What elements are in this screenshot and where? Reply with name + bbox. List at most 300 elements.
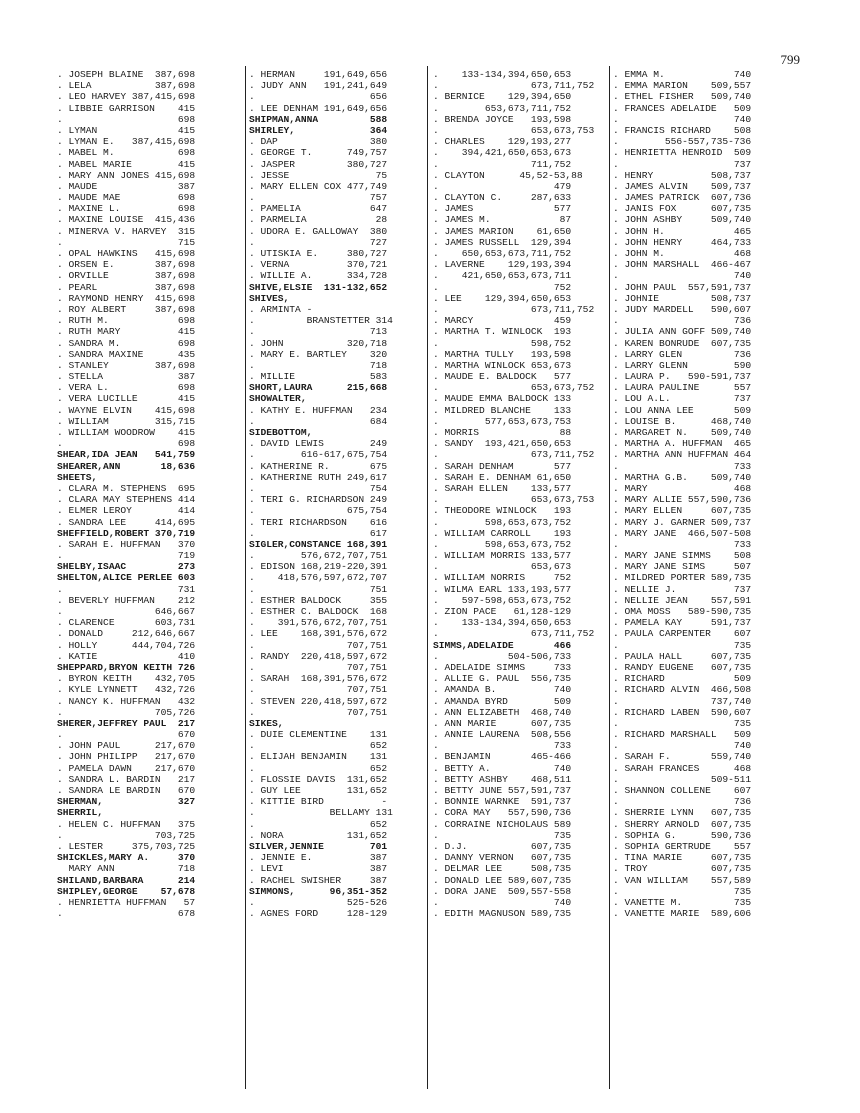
index-name-entry: . ESTHER C. BALDOCK 168 bbox=[249, 606, 388, 617]
index-name-entry: . SARAH ELLEN 133,577 bbox=[433, 482, 572, 494]
index-name-entry: . ELMER LEROY 414 bbox=[57, 505, 196, 517]
index-name-entry: . MILLIE 583 bbox=[249, 371, 388, 383]
index-name-entry: . RICHARD LABEN 590,607 bbox=[613, 706, 752, 718]
index-name-entry: . VAN WILLIAM 557,589 bbox=[613, 874, 752, 886]
index-name-entry: . STELLA 387 bbox=[57, 371, 196, 383]
index-name-entry: . LELA 387,698 bbox=[57, 80, 196, 92]
index-name-entry: . 740 bbox=[433, 896, 572, 908]
index-name-entry: . 504-506,733 bbox=[433, 650, 572, 662]
index-name-entry: . SHANNON COLLENE 607 bbox=[613, 785, 752, 796]
index-name-entry: . BEVERLY HUFFMAN 212 bbox=[57, 594, 196, 606]
index-name-entry: . MARGARET N. 509,740 bbox=[613, 427, 752, 438]
index-name-entry: . 576,672,707,751 bbox=[249, 550, 388, 562]
index-name-entry: . KITTIE BIRD - bbox=[249, 796, 388, 808]
index-name-entry: . 735 bbox=[433, 829, 572, 841]
index-name-entry: . LEVI 387 bbox=[249, 863, 388, 875]
index-name-entry: . JOHN PAUL 557,591,737 bbox=[613, 281, 752, 293]
index-name-entry: . ANN ELIZABETH 468,740 bbox=[433, 706, 572, 718]
index-name-entry: . SARAH F. 559,740 bbox=[613, 751, 752, 763]
index-name-entry: . LEE 129,394,650,653 bbox=[433, 292, 572, 304]
index-name-entry: . CLARA MAY STEPHENS 414 bbox=[57, 494, 196, 506]
index-name-entry: . LARRY GLEN 736 bbox=[613, 348, 752, 360]
index-name-entry: . GUY LEE 131,652 bbox=[249, 785, 388, 796]
index-name-entry: . 736 bbox=[613, 796, 752, 808]
index-name-entry: . HENRY 508,737 bbox=[613, 169, 752, 181]
index-name-entry: . WAYNE ELVIN 415,698 bbox=[57, 404, 196, 416]
index-name-entry: . SARAH FRANCES 468 bbox=[613, 762, 752, 774]
index-name-entry: . NELLIE J. 737 bbox=[613, 583, 752, 595]
index-name-entry: . 656 bbox=[249, 91, 388, 103]
index-name-entry: . 735 bbox=[613, 639, 752, 651]
index-name-entry: . CLAYTON 45,52-53,88 bbox=[433, 169, 583, 181]
index-name-entry: . JAMES PATRICK 607,736 bbox=[613, 192, 752, 204]
index-name-entry: . 684 bbox=[249, 415, 388, 427]
index-name-entry: . 652 bbox=[249, 818, 388, 830]
index-name-entry: . 731 bbox=[57, 583, 196, 595]
index-name-entry: . 737,740 bbox=[613, 695, 752, 707]
index-name-entry: . ANNIE LAURENA 508,556 bbox=[433, 729, 572, 741]
index-name-entry: . JAMES ALVIN 509,737 bbox=[613, 180, 752, 192]
index-name-entry: . WILMA EARL 133,193,577 bbox=[433, 583, 572, 595]
index-name-entry: . SANDRA L. BARDIN 217 bbox=[57, 773, 196, 785]
index-name-entry: . EDISON 168,219-220,391 bbox=[249, 561, 388, 573]
index-name-entry: . CLAYTON C. 287,633 bbox=[433, 192, 572, 204]
index-name-entry: . KYLE LYNNETT 432,726 bbox=[57, 684, 196, 696]
index-name-entry: . MORRIS 88 bbox=[433, 427, 572, 438]
index-name-entry: . 653,673 bbox=[433, 561, 572, 573]
index-name-entry: . SANDY 193,421,650,653 bbox=[433, 438, 572, 450]
index-name-entry: . PAULA CARPENTER 607 bbox=[613, 628, 752, 640]
index-name-entry: . SOPHIA G. 590,736 bbox=[613, 829, 752, 841]
index-name-entry: . JAMES RUSSELL 129,394 bbox=[433, 236, 572, 248]
index-name-entry: . MAXINE LOUISE 415,436 bbox=[57, 214, 196, 226]
index-surname-entry: SHILAND,BARBARA 214 bbox=[57, 874, 196, 886]
index-name-entry: . MARY JANE SIMMS 508 bbox=[613, 550, 752, 562]
index-surname-entry: SHERER,JEFFREY PAUL 217 bbox=[57, 717, 196, 729]
index-name-entry: . 752 bbox=[433, 281, 572, 293]
index-name-entry: . OPAL HAWKINS 415,698 bbox=[57, 248, 196, 259]
index-surname-entry: SHIVES, bbox=[249, 292, 290, 304]
index-name-entry: . GEORGE T. 749,757 bbox=[249, 147, 388, 159]
index-surname-entry: SHIPLEY,GEORGE 57,678 bbox=[57, 885, 196, 897]
index-name-entry: . MAUDE 387 bbox=[57, 180, 196, 192]
index-name-entry: . RUTH M. 698 bbox=[57, 315, 196, 327]
index-name-entry: . MARY JANE 466,507-508 bbox=[613, 527, 752, 539]
index-name-entry: . 598,653,673,752 bbox=[433, 516, 572, 528]
index-name-entry: . MARY J. GARNER 509,737 bbox=[613, 516, 752, 528]
index-name-entry: . 678 bbox=[57, 908, 196, 920]
index-name-entry: . 421,650,653,673,711 bbox=[433, 270, 572, 282]
index-name-entry: . 673,711,752 bbox=[433, 303, 595, 315]
index-name-entry: . JAMES M. 87 bbox=[433, 214, 572, 226]
index-name-entry: . HOLLY 444,704,726 bbox=[57, 639, 196, 651]
index-column-4 bbox=[613, 69, 791, 919]
index-name-entry: . 711,752 bbox=[433, 158, 572, 170]
index-name-entry: . 394,421,650,653,673 bbox=[433, 147, 572, 159]
column-divider bbox=[427, 66, 428, 1089]
index-name-entry: . JOHN M. 468 bbox=[613, 248, 752, 259]
index-name-entry: . 713 bbox=[249, 326, 388, 338]
index-name-entry: . CHARLES 129,193,277 bbox=[433, 136, 572, 148]
index-name-entry: . LAURA PAULINE 557 bbox=[613, 382, 752, 394]
index-surname-entry: SHOWALTER, bbox=[249, 393, 307, 405]
index-name-entry: . SANDRA LEE 414,695 bbox=[57, 516, 196, 528]
index-name-entry: . BERNICE 129,394,650 bbox=[433, 91, 572, 103]
index-name-entry: . MAXINE L. 698 bbox=[57, 203, 196, 215]
index-name-entry: . BRANSTETTER 314 bbox=[249, 315, 393, 327]
index-name-entry: . EMMA M. 740 bbox=[613, 69, 752, 80]
index-name-entry: . 418,576,597,672,707 bbox=[249, 572, 388, 584]
index-name-entry: . 707,751 bbox=[249, 639, 388, 651]
index-name-entry: . JANIS FOX 607,735 bbox=[613, 203, 752, 215]
index-name-entry: . WILLIE A. 334,728 bbox=[249, 270, 388, 282]
index-name-entry: . 509-511 bbox=[613, 773, 752, 785]
index-name-entry: . FLOSSIE DAVIS 131,652 bbox=[249, 773, 388, 785]
index-name-entry: . 733 bbox=[613, 460, 752, 472]
index-name-entry: . WILLIAM 315,715 bbox=[57, 415, 196, 427]
index-surname-entry: SIGLER,CONSTANCE 168,391 bbox=[249, 538, 388, 550]
index-name-entry: . 653,673,753 bbox=[433, 494, 595, 506]
index-name-entry: . HENRIETTA HUFFMAN 57 bbox=[57, 896, 196, 908]
index-surname-entry: SHICKLES,MARY A. 370 bbox=[57, 852, 196, 864]
index-name-entry: . 653,673,752 bbox=[433, 382, 595, 394]
index-surname-entry: SHEETS, bbox=[57, 471, 98, 483]
index-name-entry: . 673,711,752 bbox=[433, 628, 595, 640]
index-name-entry: . 617 bbox=[249, 527, 388, 539]
index-name-entry: . SARAH DENHAM 577 bbox=[433, 460, 572, 472]
index-name-entry: . DONALD 212,646,667 bbox=[57, 628, 196, 640]
index-name-entry: . LARRY GLENN 590 bbox=[613, 359, 752, 371]
index-name-entry: . NELLIE JEAN 557,591 bbox=[613, 594, 752, 606]
index-name-entry: . SANDRA M. 698 bbox=[57, 337, 196, 349]
index-name-entry: . SHERRIE LYNN 607,735 bbox=[613, 807, 752, 819]
index-name-entry: . AMANDA B. 740 bbox=[433, 684, 572, 696]
index-name-entry: . 736 bbox=[613, 315, 752, 327]
index-name-entry: . 727 bbox=[249, 236, 388, 248]
index-name-entry: . EDITH MAGNUSON 589,735 bbox=[433, 908, 572, 920]
index-name-entry: . ORSEN E. 387,698 bbox=[57, 259, 196, 271]
index-name-entry: . 670 bbox=[57, 729, 196, 741]
index-name-entry: . 703,725 bbox=[57, 829, 196, 841]
index-name-entry: . LOUISE B. 468,740 bbox=[613, 415, 752, 427]
index-name-entry: . 673,711,752 bbox=[433, 449, 595, 461]
index-name-entry: . VERA L. 698 bbox=[57, 382, 196, 394]
index-name-entry: . ALLIE G. PAUL 556,735 bbox=[433, 673, 572, 685]
index-name-entry: . LAVERNE 129,193,394 bbox=[433, 259, 572, 271]
index-name-entry: . STEVEN 220,418,597,672 bbox=[249, 695, 388, 707]
index-name-entry: . LESTER 375,703,725 bbox=[57, 840, 196, 852]
index-name-entry: . JAMES 577 bbox=[433, 203, 572, 215]
index-name-entry: . LIBBIE GARRISON 415 bbox=[57, 102, 196, 114]
index-name-entry: . 735 bbox=[613, 717, 752, 729]
index-name-entry: . SARAH E. DENHAM 61,650 bbox=[433, 471, 572, 483]
index-name-entry: . WILLIAM MORRIS 133,577 bbox=[433, 550, 572, 562]
index-name-entry: . 673,711,752 bbox=[433, 80, 595, 92]
index-name-entry: . MARY JANE SIMS 507 bbox=[613, 561, 752, 573]
index-name-entry: . 653,673,711,752 bbox=[433, 102, 572, 114]
index-name-entry: . 133-134,394,650,653 bbox=[433, 617, 572, 629]
index-name-entry: . VERNA 370,721 bbox=[249, 259, 388, 271]
index-name-entry: . UDORA E. GALLOWAY 380 bbox=[249, 225, 388, 237]
index-name-entry: . JASPER 380,727 bbox=[249, 158, 388, 170]
index-name-entry: . TERI RICHARDSON 616 bbox=[249, 516, 388, 528]
index-name-entry: . WILLIAM WOODROW 415 bbox=[57, 427, 196, 438]
index-name-entry: . STANLEY 387,698 bbox=[57, 359, 196, 371]
index-surname-entry: SHIRLEY, 364 bbox=[249, 124, 388, 136]
index-name-entry: . 733 bbox=[613, 538, 752, 550]
index-name-entry: . KATHY E. HUFFMAN 234 bbox=[249, 404, 388, 416]
index-name-entry: . PEARL 387,698 bbox=[57, 281, 196, 293]
index-name-entry: . LYMAN 415 bbox=[57, 124, 196, 136]
index-name-entry: . JAMES MARION 61,650 bbox=[433, 225, 572, 237]
index-name-entry: . MARCY 459 bbox=[433, 315, 572, 327]
index-name-entry: . 740 bbox=[613, 740, 752, 752]
index-name-entry: . JENNIE E. 387 bbox=[249, 852, 388, 864]
index-name-entry: . ADELAIDE SIMMS 733 bbox=[433, 661, 572, 673]
index-name-entry: . 646,667 bbox=[57, 606, 196, 617]
index-surname-entry: SHIPMAN,ANNA 588 bbox=[249, 113, 388, 125]
index-name-entry: . LOU A.L. 737 bbox=[613, 393, 752, 405]
index-name-entry: . WILLIAM CARROLL 193 bbox=[433, 527, 572, 539]
index-name-entry: . JOHN MARSHALL 466-467 bbox=[613, 259, 752, 271]
index-name-entry: . BENJAMIN 465-466 bbox=[433, 751, 572, 763]
index-name-entry: . HERMAN 191,649,656 bbox=[249, 69, 388, 80]
index-name-entry: . D.J. 607,735 bbox=[433, 840, 572, 852]
index-name-entry: . ESTHER BALDOCK 355 bbox=[249, 594, 388, 606]
index-name-entry: . 598,653,673,752 bbox=[433, 538, 572, 550]
index-name-entry: . JOHN H. 465 bbox=[613, 225, 752, 237]
index-name-entry: . AGNES FORD 128-129 bbox=[249, 908, 388, 920]
index-name-entry: . BONNIE WARNKE 591,737 bbox=[433, 796, 572, 808]
index-name-entry: . 650,653,673,711,752 bbox=[433, 248, 572, 259]
index-name-entry: . OMA MOSS 589-590,735 bbox=[613, 606, 752, 617]
index-name-entry: . 698 bbox=[57, 438, 196, 450]
index-name-entry: . MAUDE MAE 698 bbox=[57, 192, 196, 204]
index-name-entry: . 675,754 bbox=[249, 505, 388, 517]
index-name-entry: . 391,576,672,707,751 bbox=[249, 617, 388, 629]
index-name-entry: . ARMINTA - bbox=[249, 303, 313, 315]
index-surname-entry: SILVER,JENNIE 701 bbox=[249, 840, 388, 852]
index-name-entry: . TINA MARIE 607,735 bbox=[613, 852, 752, 864]
index-name-entry: . HENRIETTA HENROID 509 bbox=[613, 147, 752, 159]
index-name-entry: . VANETTE MARIE 589,606 bbox=[613, 908, 752, 920]
index-name-entry: . DAP 380 bbox=[249, 136, 388, 148]
index-name-entry: . RICHARD MARSHALL 509 bbox=[613, 729, 752, 741]
index-name-entry: . RUTH MARY 415 bbox=[57, 326, 196, 338]
index-name-entry: . LEE DENHAM 191,649,656 bbox=[249, 102, 388, 114]
index-name-entry: . 652 bbox=[249, 762, 388, 774]
index-name-entry: . MARY ANN JONES 415,698 bbox=[57, 169, 196, 181]
index-name-entry: . 757 bbox=[249, 192, 388, 204]
index-name-entry: . NORA 131,652 bbox=[249, 829, 388, 841]
index-name-entry: . ELIJAH BENJAMIN 131 bbox=[249, 751, 388, 763]
index-name-entry: . SHERRY ARNOLD 607,735 bbox=[613, 818, 752, 830]
index-name-entry: . TERI G. RICHARDSON 249 bbox=[249, 494, 388, 506]
index-name-entry: . MARY 468 bbox=[613, 482, 752, 494]
index-name-entry: . BETTY ASHBY 468,511 bbox=[433, 773, 572, 785]
index-name-entry: . PARMELIA 28 bbox=[249, 214, 388, 226]
index-name-entry: . DELMAR LEE 508,735 bbox=[433, 863, 572, 875]
index-name-entry: . SARAH 168,391,576,672 bbox=[249, 673, 388, 685]
index-name-entry: . MAUDE E. BALDOCK 577 bbox=[433, 371, 572, 383]
index-name-entry: . 598,752 bbox=[433, 337, 572, 349]
index-name-entry: . MARTHA ANN HUFFMAN 464 bbox=[613, 449, 752, 461]
index-name-entry: . 133-134,394,650,653 bbox=[433, 69, 572, 80]
index-name-entry: . MARTHA A. HUFFMAN 465 bbox=[613, 438, 752, 450]
index-name-entry: . VANETTE M. 735 bbox=[613, 896, 752, 908]
index-name-entry: . RICHARD 509 bbox=[613, 673, 752, 685]
index-name-entry: . UTISKIA E. 380,727 bbox=[249, 248, 388, 259]
index-name-entry: . VERA LUCILLE 415 bbox=[57, 393, 196, 405]
index-name-entry: . MARTHA WINLOCK 653,673 bbox=[433, 359, 572, 371]
index-name-entry: . NANCY K. HUFFMAN 432 bbox=[57, 695, 196, 707]
index-surname-entry: SIMMS,ADELAIDE 466 bbox=[433, 639, 572, 651]
index-column-1 bbox=[57, 69, 235, 919]
index-name-entry: . 705,726 bbox=[57, 706, 196, 718]
index-name-entry: . MARY ELLEN COX 477,749 bbox=[249, 180, 388, 192]
index-name-entry: . JOHN ASHBY 509,740 bbox=[613, 214, 752, 226]
index-name-entry: . JUDY ANN 191,241,649 bbox=[249, 80, 388, 92]
index-name-entry: . PAMELA KAY 591,737 bbox=[613, 617, 752, 629]
index-name-entry: . 616-617,675,754 bbox=[249, 449, 388, 461]
index-name-entry: . MARY E. BARTLEY 320 bbox=[249, 348, 388, 360]
index-surname-entry: SHELBY,ISAAC 273 bbox=[57, 561, 196, 573]
index-name-entry: . 740 bbox=[613, 270, 752, 282]
index-surname-entry: SIMMONS, 96,351-352 bbox=[249, 885, 388, 897]
index-name-entry: . CORA MAY 557,590,736 bbox=[433, 807, 572, 819]
index-name-entry: . MILDRED BLANCHE 133 bbox=[433, 404, 572, 416]
index-name-entry: . JOHN HENRY 464,733 bbox=[613, 236, 752, 248]
page-number: 799 bbox=[780, 52, 800, 67]
index-name-entry: . FRANCES ADELAIDE 509 bbox=[613, 102, 752, 114]
index-name-entry: . JOHN 320,718 bbox=[249, 337, 388, 349]
index-surname-entry: SHIVE,ELSIE 131-132,652 bbox=[249, 281, 388, 293]
index-name-entry: . SOPHIA GERTRUDE 557 bbox=[613, 840, 752, 852]
index-name-entry: . 597-598,653,673,752 bbox=[433, 594, 572, 606]
index-name-entry: . DANNY VERNON 607,735 bbox=[433, 852, 572, 864]
index-name-entry: . EMMA MARION 509,557 bbox=[613, 80, 752, 92]
index-name-entry: . JOSEPH BLAINE 387,698 bbox=[57, 69, 196, 80]
index-name-entry: . ROY ALBERT 387,698 bbox=[57, 303, 196, 315]
index-surname-entry: SHEAR,IDA JEAN 541,759 bbox=[57, 449, 196, 461]
index-name-entry: . 525-526 bbox=[249, 896, 388, 908]
index-name-entry: . 577,653,673,753 bbox=[433, 415, 572, 427]
index-name-entry: . 556-557,735-736 bbox=[613, 136, 752, 148]
index-name-entry: . 652 bbox=[249, 740, 388, 752]
index-name-entry: . CLARENCE 603,731 bbox=[57, 617, 196, 629]
index-name-entry: . 707,751 bbox=[249, 706, 388, 718]
index-surname-entry: SHORT,LAURA 215,668 bbox=[249, 382, 388, 394]
index-name-entry: . 479 bbox=[433, 180, 572, 192]
index-name-entry: . JOHN PAUL 217,670 bbox=[57, 740, 196, 752]
index-name-entry: . 707,751 bbox=[249, 661, 388, 673]
index-name-entry: . HELEN C. HUFFMAN 375 bbox=[57, 818, 196, 830]
index-name-entry: . LAURA P. 590-591,737 bbox=[613, 371, 752, 383]
index-name-entry: . WILLIAM NORRIS 752 bbox=[433, 572, 572, 584]
index-name-entry: . 715 bbox=[57, 236, 196, 248]
index-name-entry: . LEO HARVEY 387,415,698 bbox=[57, 91, 196, 103]
index-name-entry: . 707,751 bbox=[249, 684, 388, 696]
index-name-entry: . BETTY JUNE 557,591,737 bbox=[433, 785, 572, 796]
index-name-entry: . SANDRA LE BARDIN 670 bbox=[57, 785, 196, 796]
index-name-entry: . PAMELA DAWN 217,670 bbox=[57, 762, 196, 774]
index-name-entry: . JOHN PHILIPP 217,670 bbox=[57, 751, 196, 763]
index-name-entry: . RANDY EUGENE 607,735 bbox=[613, 661, 752, 673]
index-name-entry: . BYRON KEITH 432,705 bbox=[57, 673, 196, 685]
index-name-entry: . JULIA ANN GOFF 509,740 bbox=[613, 326, 752, 338]
index-name-entry: . LEE 168,391,576,672 bbox=[249, 628, 388, 640]
index-name-entry: . JESSE 75 bbox=[249, 169, 388, 181]
index-name-entry: . PAMELIA 647 bbox=[249, 203, 388, 215]
index-name-entry: . 653,673,753 bbox=[433, 124, 595, 136]
index-name-entry: . CLARA M. STEPHENS 695 bbox=[57, 482, 196, 494]
index-surname-entry: SHELTON,ALICE PERLEE 603 bbox=[57, 572, 196, 584]
index-name-entry: . 740 bbox=[613, 113, 752, 125]
index-name-entry: . MABEL M. 698 bbox=[57, 147, 196, 159]
index-name-entry: . MAUDE EMMA BALDOCK 133 bbox=[433, 393, 572, 405]
index-name-entry: . 735 bbox=[613, 885, 752, 897]
index-name-entry: . KATHERINE RUTH 249,617 bbox=[249, 471, 388, 483]
index-surname-entry: SHERRIL, bbox=[57, 807, 104, 819]
index-name-entry: . PAULA HALL 607,735 bbox=[613, 650, 752, 662]
index-name-entry: . 737 bbox=[613, 158, 752, 170]
index-name-entry: . SANDRA MAXINE 435 bbox=[57, 348, 196, 360]
index-name-entry: . DONALD LEE 589,607,735 bbox=[433, 874, 572, 886]
index-name-entry: . JUDY MARDELL 590,607 bbox=[613, 303, 752, 315]
index-name-entry: . MINERVA V. HARVEY 315 bbox=[57, 225, 196, 237]
index-name-entry: . RAYMOND HENRY 415,698 bbox=[57, 292, 196, 304]
index-name-entry: . BRENDA JOYCE 193,598 bbox=[433, 113, 572, 125]
index-surname-entry: SHERMAN, 327 bbox=[57, 796, 196, 808]
index-name-entry: . KAREN BONRUDE 607,735 bbox=[613, 337, 752, 349]
index-name-entry: . LYMAN E. 387,415,698 bbox=[57, 136, 196, 148]
index-name-entry: . MARY ALLIE 557,590,736 bbox=[613, 494, 752, 506]
index-name-entry: . ANN MARIE 607,735 bbox=[433, 717, 572, 729]
index-surname-entry: SHEFFIELD,ROBERT 370,719 bbox=[57, 527, 196, 539]
index-name-entry: . MARY ELLEN 607,735 bbox=[613, 505, 752, 517]
index-name-entry: . DAVID LEWIS 249 bbox=[249, 438, 388, 450]
index-name-entry: . ZION PACE 61,128-129 bbox=[433, 606, 572, 617]
index-name-entry: . MABEL MARIE 415 bbox=[57, 158, 196, 170]
index-name-entry: . AMANDA BYRD 509 bbox=[433, 695, 572, 707]
index-name-entry: . BETTY A. 740 bbox=[433, 762, 572, 774]
index-name-entry: . MARTHA T. WINLOCK 193 bbox=[433, 326, 572, 338]
index-name-entry: . RACHEL SWISHER 387 bbox=[249, 874, 388, 886]
index-name-entry: . 733 bbox=[433, 740, 572, 752]
index-name-entry: . BELLAMY 131 bbox=[249, 807, 393, 819]
index-name-entry: . LOU ANNA LEE 509 bbox=[613, 404, 752, 416]
index-name-entry: . TROY 607,735 bbox=[613, 863, 752, 875]
index-surname-entry: SHEPPARD,BRYON KEITH 726 bbox=[57, 661, 196, 673]
column-divider bbox=[245, 66, 246, 1089]
index-name-entry: . MARTHA G.B. 509,740 bbox=[613, 471, 752, 483]
index-name-entry: . ORVILLE 387,698 bbox=[57, 270, 196, 282]
index-name-entry: . 754 bbox=[249, 482, 388, 494]
index-name-entry: . FRANCIS RICHARD 508 bbox=[613, 124, 752, 136]
index-name-entry: . MILDRED PORTER 589,735 bbox=[613, 572, 752, 584]
index-name-entry: . KATIE 410 bbox=[57, 650, 196, 662]
index-name-entry: . DUIE CLEMENTINE 131 bbox=[249, 729, 388, 741]
index-name-entry: . 751 bbox=[249, 583, 388, 595]
index-name-entry: . MARTHA TULLY 193,598 bbox=[433, 348, 572, 360]
index-name-entry: . 718 bbox=[249, 359, 388, 371]
index-column-3 bbox=[433, 69, 611, 919]
index-name-entry: . CORRAINE NICHOLAUS 589 bbox=[433, 818, 572, 830]
index-name-entry: . DORA JANE 509,557-558 bbox=[433, 885, 572, 897]
index-name-entry: . SARAH E. HUFFMAN 370 bbox=[57, 538, 196, 550]
index-surname-entry: SHEARER,ANN 18,636 bbox=[57, 460, 196, 472]
index-name-entry: . KATHERINE R. 675 bbox=[249, 460, 388, 472]
